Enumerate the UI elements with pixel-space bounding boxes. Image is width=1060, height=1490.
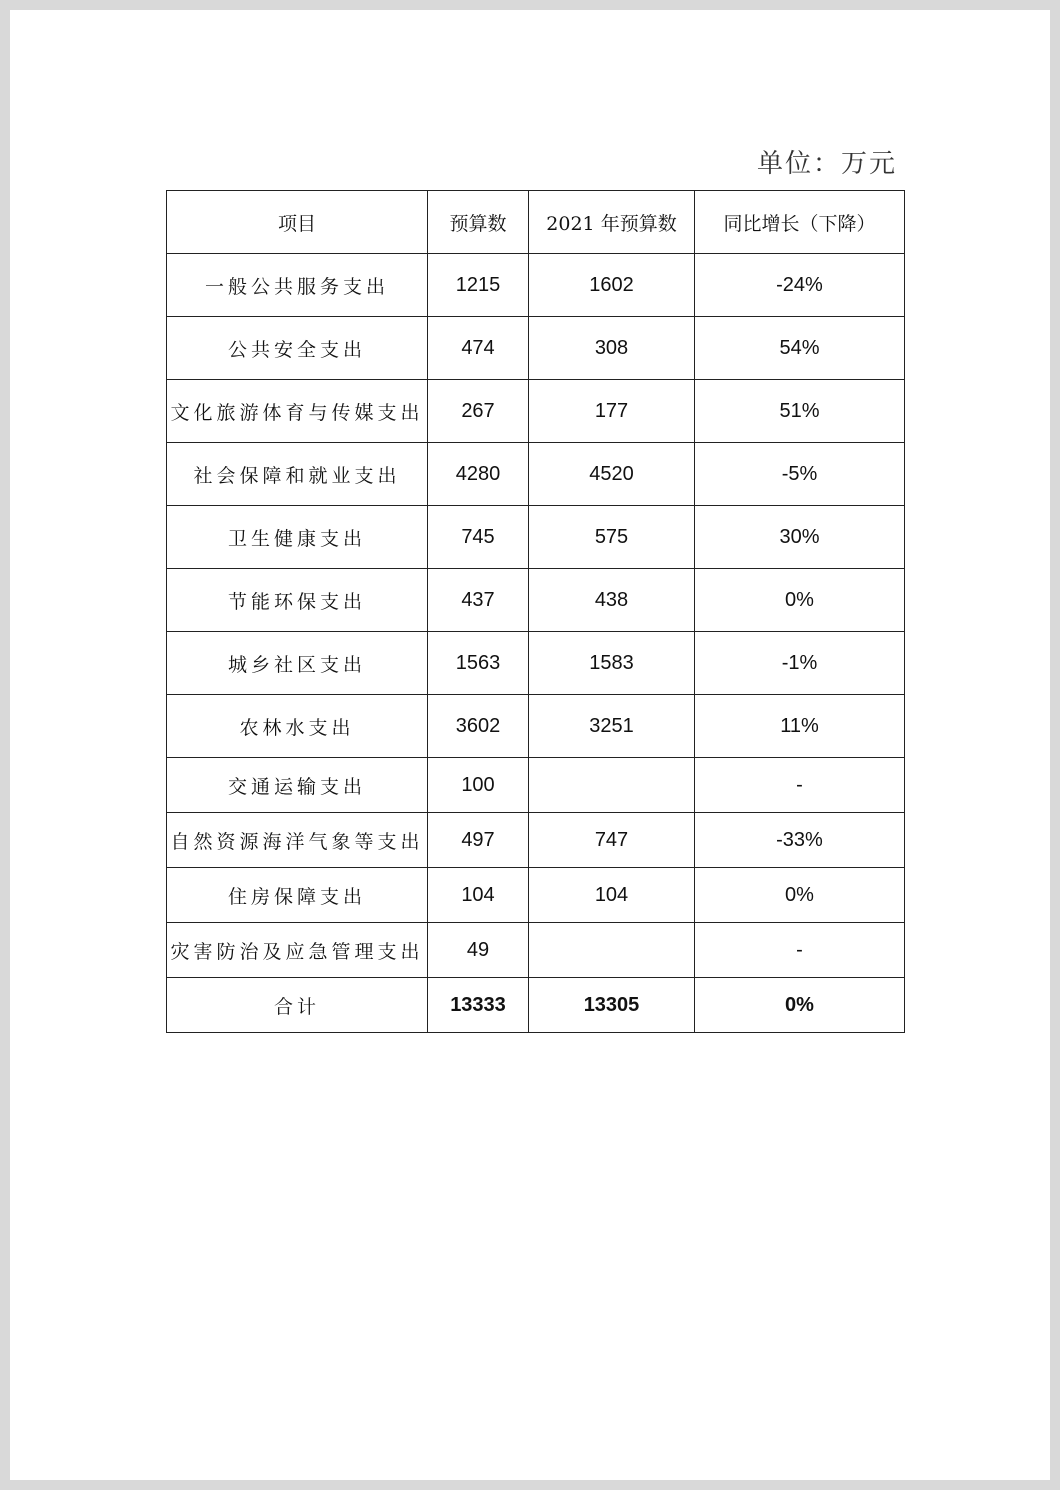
row-budget: 1215 xyxy=(428,254,529,317)
header-change: 同比增长（下降） xyxy=(695,191,905,254)
row-budget: 474 xyxy=(428,317,529,380)
table-row xyxy=(167,923,905,978)
row-budget: 100 xyxy=(428,758,529,813)
table-row xyxy=(167,443,905,506)
table-total-row xyxy=(167,978,905,1033)
total-item: 合计 xyxy=(167,978,428,1033)
row-budget-2021: 177 xyxy=(529,380,695,443)
row-budget: 104 xyxy=(428,868,529,923)
row-item: 节能环保支出 xyxy=(167,569,428,632)
unit-label: 单位：万元 xyxy=(757,149,898,179)
row-budget-2021: 308 xyxy=(529,317,695,380)
row-change: -1% xyxy=(695,632,905,695)
row-item: 交通运输支出 xyxy=(167,758,428,813)
row-change: -24% xyxy=(695,254,905,317)
row-budget-2021 xyxy=(529,923,695,978)
row-budget-2021: 438 xyxy=(529,569,695,632)
row-budget: 1563 xyxy=(428,632,529,695)
row-budget-2021: 1583 xyxy=(529,632,695,695)
row-budget-2021 xyxy=(529,758,695,813)
header-budget: 预算数 xyxy=(428,191,529,254)
row-item: 一般公共服务支出 xyxy=(167,254,428,317)
row-item: 农林水支出 xyxy=(167,695,428,758)
row-budget: 267 xyxy=(428,380,529,443)
table-row xyxy=(167,758,905,813)
row-item: 城乡社区支出 xyxy=(167,632,428,695)
table-row xyxy=(167,506,905,569)
row-change: -5% xyxy=(695,443,905,506)
table-row xyxy=(167,632,905,695)
table-row xyxy=(167,317,905,380)
total-budget: 13333 xyxy=(428,978,529,1033)
row-budget-2021: 4520 xyxy=(529,443,695,506)
header-budget-2021: 2021 年预算数 xyxy=(529,191,695,254)
table-row xyxy=(167,380,905,443)
total-budget-2021: 13305 xyxy=(529,978,695,1033)
row-budget: 49 xyxy=(428,923,529,978)
table-row xyxy=(167,813,905,868)
total-change: 0% xyxy=(695,978,905,1033)
row-change: 11% xyxy=(695,695,905,758)
table-header-row xyxy=(167,191,905,254)
row-change: -33% xyxy=(695,813,905,868)
table-row xyxy=(167,569,905,632)
row-change: 0% xyxy=(695,868,905,923)
row-budget-2021: 104 xyxy=(529,868,695,923)
table-row xyxy=(167,695,905,758)
row-budget: 4280 xyxy=(428,443,529,506)
row-budget: 3602 xyxy=(428,695,529,758)
row-item: 文化旅游体育与传媒支出 xyxy=(167,380,428,443)
row-budget-2021: 575 xyxy=(529,506,695,569)
row-budget: 497 xyxy=(428,813,529,868)
row-change: 30% xyxy=(695,506,905,569)
row-item: 自然资源海洋气象等支出 xyxy=(167,813,428,868)
table-row xyxy=(167,254,905,317)
row-item: 公共安全支出 xyxy=(167,317,428,380)
table-row xyxy=(167,868,905,923)
row-item: 住房保障支出 xyxy=(167,868,428,923)
row-change: - xyxy=(695,758,905,813)
row-budget: 437 xyxy=(428,569,529,632)
row-budget-2021: 747 xyxy=(529,813,695,868)
row-budget: 745 xyxy=(428,506,529,569)
row-change: 51% xyxy=(695,380,905,443)
row-change: 54% xyxy=(695,317,905,380)
row-change: 0% xyxy=(695,569,905,632)
budget-table xyxy=(166,190,905,1033)
header-item: 项目 xyxy=(167,191,428,254)
row-change: - xyxy=(695,923,905,978)
row-item: 社会保障和就业支出 xyxy=(167,443,428,506)
row-budget-2021: 1602 xyxy=(529,254,695,317)
row-item: 灾害防治及应急管理支出 xyxy=(167,923,428,978)
row-item: 卫生健康支出 xyxy=(167,506,428,569)
row-budget-2021: 3251 xyxy=(529,695,695,758)
